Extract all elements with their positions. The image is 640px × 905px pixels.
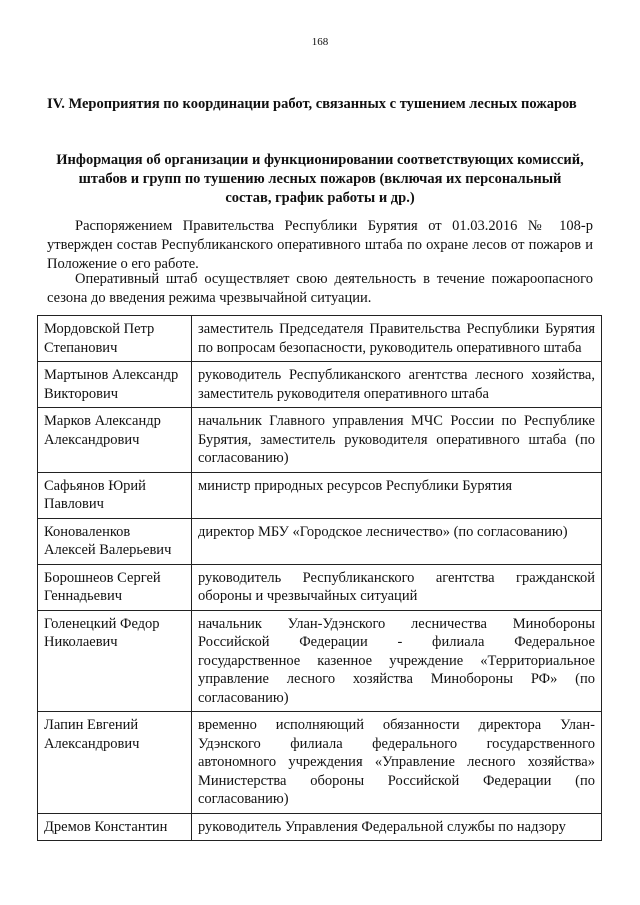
- table-row: [38, 564, 602, 610]
- table-row: [38, 408, 602, 473]
- staff-name: Мордовской Петр Степанович: [38, 316, 192, 362]
- staff-name: Голенецкий Федор Николаевич: [38, 610, 192, 712]
- table-row: [38, 712, 602, 814]
- staff-name: Борошнеов Сергей Геннадьевич: [38, 564, 192, 610]
- paragraph-decree: Распоряжением Правительства Республики Бурятия от 01.03.2016 № 108-р утвержден состав Республиканского оперативного штаба по охране лесов от пожаров и Положение о его работе.: [47, 218, 593, 272]
- staff-role: заместитель Председателя Правительства Республики Бурятия по вопросам безопасности, руководитель оперативного штаба: [192, 316, 602, 362]
- sub-heading: Информация об организации и функционировании соответствующих комиссий, штабов и групп по тушению лесных пожаров (включая их персональный состав, график работы и др.): [56, 152, 584, 206]
- table-row: [38, 472, 602, 518]
- staff-role: руководитель Республиканского агентства лесного хозяйства, заместитель руководителя оперативного штаба: [192, 362, 602, 408]
- section-heading: IV. Мероприятия по координации работ, связанных с тушением лесных пожаров: [47, 96, 577, 112]
- staff-table: [37, 315, 602, 841]
- staff-role: министр природных ресурсов Республики Бурятия: [192, 472, 602, 518]
- staff-role: руководитель Республиканского агентства гражданской обороны и чрезвычайных ситуаций: [192, 564, 602, 610]
- staff-name: Коноваленков Алексей Валерьевич: [38, 518, 192, 564]
- page-number: 168: [311, 36, 329, 48]
- table-row: [38, 362, 602, 408]
- staff-role: временно исполняющий обязанности директора Улан-Удэнского филиала федерального государственного автономного учреждения «Управление лесного хозяйства» Министерства обороны Российской Федерации (по согласованию): [192, 712, 602, 814]
- staff-role: начальник Главного управления МЧС России по Республике Бурятия, заместитель руководителя оперативного штаба (по согласованию): [192, 408, 602, 473]
- staff-name: Дремов Константин: [38, 813, 192, 841]
- staff-role: начальник Улан-Удэнского лесничества Минобороны Российской Федерации - филиала Федеральное государственное казенное учреждение «Территориальное управление лесного хозяйства Минобороны РФ» (по согласованию): [192, 610, 602, 712]
- staff-name: Мартынов Александр Викторович: [38, 362, 192, 408]
- staff-role: руководитель Управления Федеральной службы по надзору: [192, 813, 602, 841]
- table-row: [38, 813, 602, 841]
- staff-name: Лапин Евгений Александрович: [38, 712, 192, 814]
- table-row: [38, 316, 602, 362]
- staff-name: Сафьянов Юрий Павлович: [38, 472, 192, 518]
- table-row: [38, 518, 602, 564]
- staff-role: директор МБУ «Городское лесничество» (по согласованию): [192, 518, 602, 564]
- staff-name: Марков Александр Александрович: [38, 408, 192, 473]
- paragraph-operations: Оперативный штаб осуществляет свою деятельность в течение пожароопасного сезона до введения режима чрезвычайной ситуации.: [47, 271, 593, 306]
- table-row: [38, 610, 602, 712]
